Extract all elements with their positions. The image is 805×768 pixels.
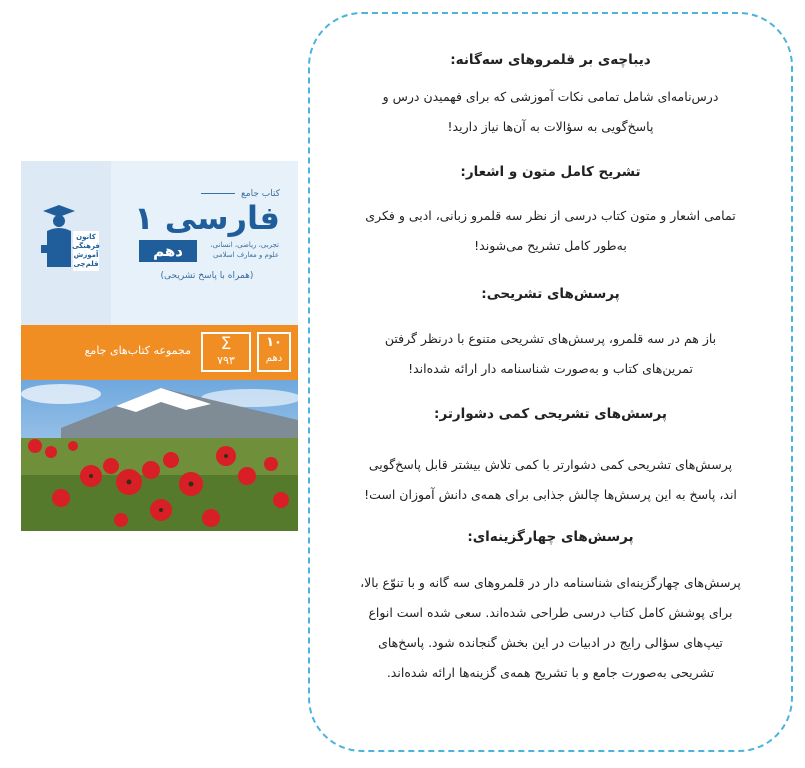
book-title: فارسی ۱ — [134, 199, 280, 237]
section-text-harder-questions: پرسش‌های تشریحی کمی دشوارتر با کمی تلاش بیشتر قابل پاسخ‌گویی اند، پاسخ به این پرسش‌ها چالش جذابی برای همه‌ی دانش آموزان است! — [364, 457, 737, 502]
cover-photo — [21, 380, 298, 531]
section-title-explanations: تشریح کامل متون و اشعار: — [460, 164, 641, 180]
grade-number: ۱۰ — [266, 335, 282, 350]
section-title-descriptive-questions: پرسش‌های تشریحی: — [481, 286, 620, 302]
book-code-box — [201, 332, 251, 372]
sigma-icon: Σ — [220, 334, 232, 354]
publisher-logo — [35, 201, 101, 279]
publisher-line-3: آموزش — [73, 251, 99, 259]
grade-tag — [257, 332, 291, 372]
publisher-line-4: قلم‌چی — [73, 260, 99, 268]
features-panel — [308, 12, 793, 752]
publisher-line-2: فرهنگی — [72, 242, 100, 250]
publisher-line-1: کانون — [76, 233, 96, 241]
cover-band — [21, 325, 298, 380]
grade-badge: دهم — [139, 240, 197, 262]
fields-text: تجربی، ریاضی، انسانی، علوم و معارف اسلامی — [210, 241, 279, 259]
series-name: مجموعه کتاب‌های جامع — [84, 344, 191, 357]
section-text-explanations: تمامی اشعار و متون کتاب درسی از نظر سه قلمرو زبانی، ادبی و فکری به‌طور کامل تشریح می‌شوند! — [365, 208, 736, 253]
series-label: کتاب جامع — [201, 189, 280, 199]
book-code: ۷۹۳ — [217, 354, 235, 367]
book-cover — [21, 161, 298, 531]
section-title-intro: دیباچه‌ی بر قلمروهای سه‌گانه: — [450, 52, 651, 68]
section-text-descriptive-questions: باز هم در سه قلمرو، پرسش‌های تشریحی متنوع با درنظر گرفتن تمرین‌های کتاب و به‌صورت شناسنامه دار ارائه شده‌اند! — [384, 331, 717, 376]
section-text-multiple-choice: پرسش‌های چهارگزینه‌ای شناسنامه دار در قلمروهای سه گانه و با تنوّع بالا، برای پوشش کامل کتاب درسی طراحی شده‌اند. سعی شده است انواع تیپ‌های سؤالی رایج در ادبیات در این بخش گنجانده شود. پاسخ‌های تشریحی به‌صورت جامع و با تشریح همه‌ی گزینه‌ها ارائه شده‌اند. — [360, 575, 741, 680]
section-text-intro: درس‌نامه‌ای شامل تمامی نکات آموزشی که برای فهمیدن درس و پاسخ‌گویی به سؤالات به آن‌ها نیاز دارید! — [382, 89, 719, 134]
grade-word: دهم — [265, 353, 283, 364]
with-answers-label: (همراه با پاسخ تشریحی) — [160, 271, 254, 281]
section-title-multiple-choice: پرسش‌های چهارگزینه‌ای: — [467, 529, 634, 545]
section-title-harder-questions: پرسش‌های تشریحی کمی دشوارتر: — [434, 406, 667, 422]
cover-header — [21, 161, 298, 325]
